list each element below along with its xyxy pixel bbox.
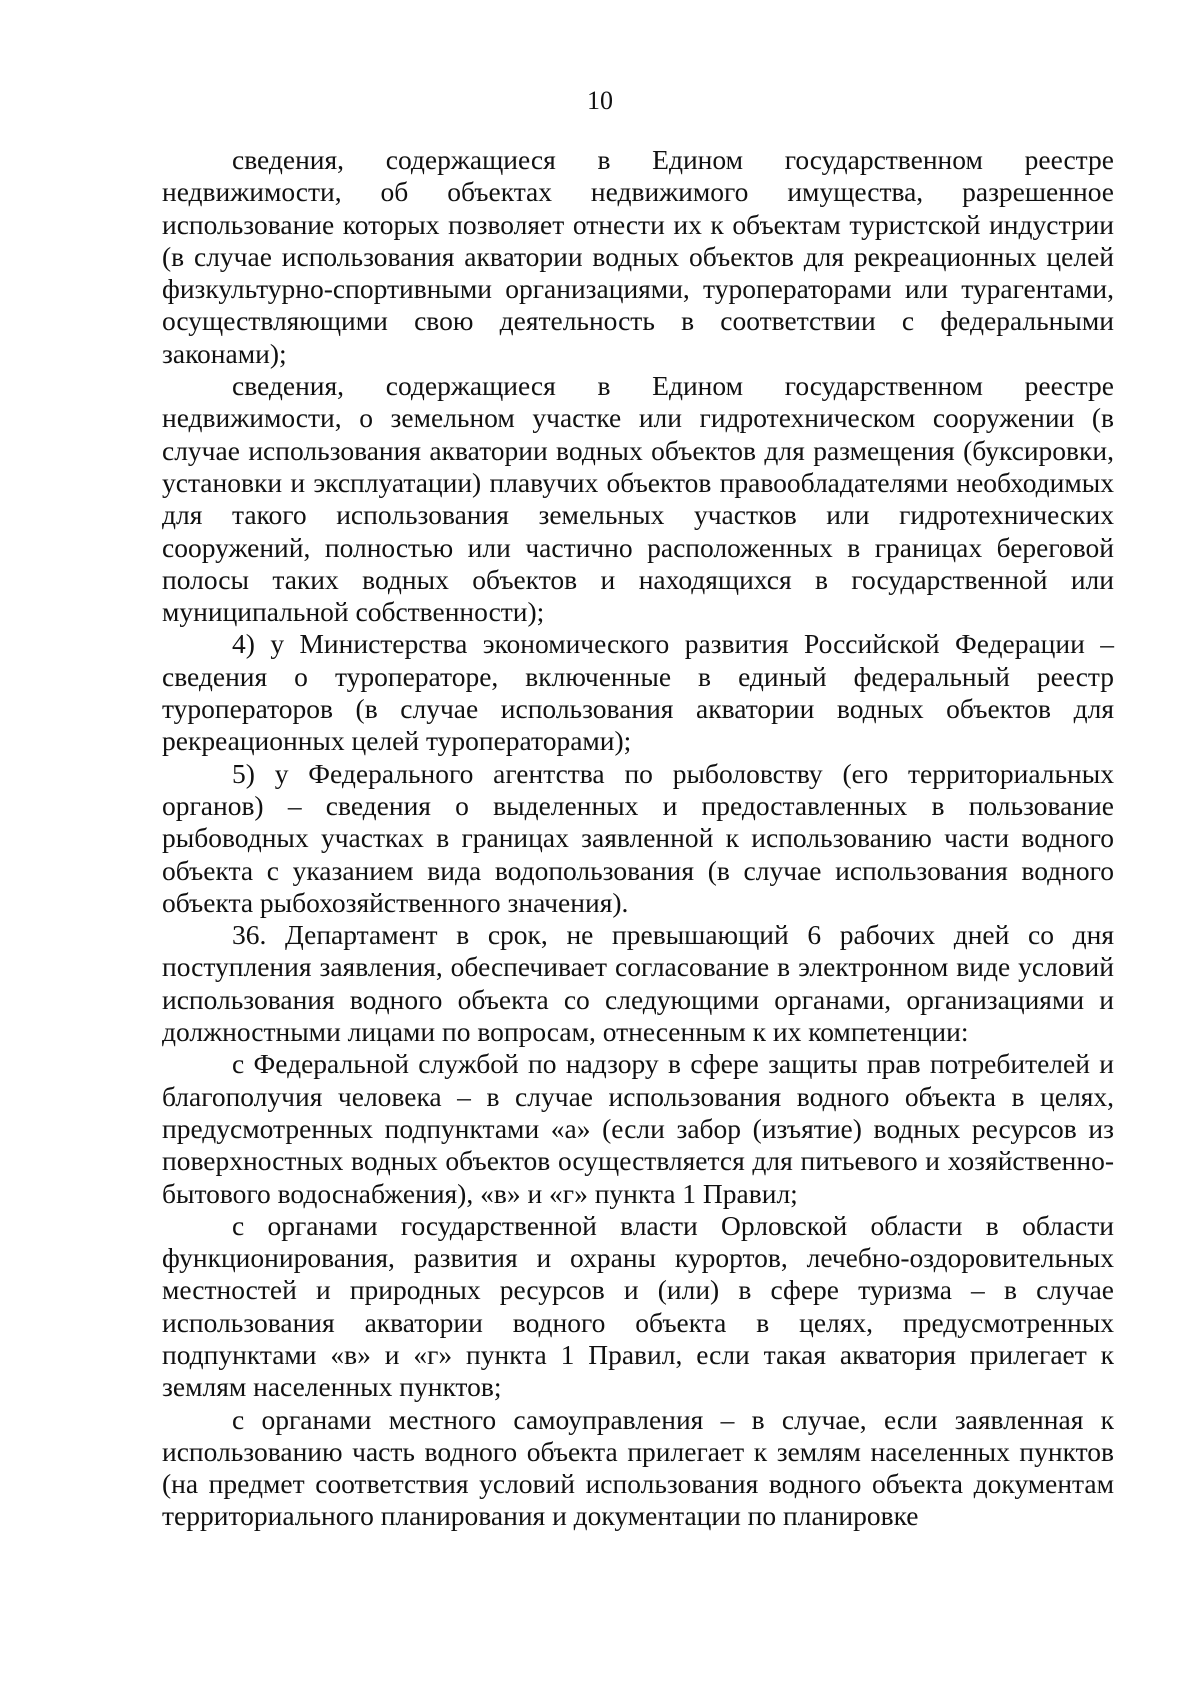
paragraph-36-department: 36. Департамент в срок, не превышающий 6 рабочих дней со дня поступления заявления, обеспечивает согласование в электронном виде условий использования водного объекта со следующими органами, организациями и должностными лицами по вопросам, отнесенным к их компетенции: — [162, 919, 1114, 1048]
page-number: 10 — [587, 86, 613, 115]
paragraph-local-self-government: с органами местного самоуправления – в случае, если заявленная к использованию часть водного объекта прилегает к землям населенных пунктов (на предмет соответствия условий использования водного объекта документам территориального планирования и документации по планировке — [162, 1403, 1114, 1532]
document-body — [162, 144, 1114, 1533]
paragraph-oryol-region-authorities: с органами государственной власти Орловской области в области функционирования, развития и охраны курортов, лечебно-оздоровительных местностей и природных ресурсов и (или) в сфере туризма – в случае использования акватории водного объекта в целях, предусмотренных подпунктами «в» и «г» пункта 1 Правил, если такая акватория прилегает к землям населенных пунктов; — [162, 1209, 1114, 1403]
paragraph-egrn-tourism-objects: сведения, содержащиеся в Едином государственном реестре недвижимости, об объектах недвижимого имущества, разрешенное использование которых позволяет отнести их к объектам туристской индустрии (в случае использования акватории водных объектов для рекреационных целей физкультурно-спортивными организациями, туроператорами или турагентами, осуществляющими свою деятельность в соответствии с федеральными законами); — [162, 144, 1114, 369]
paragraph-consumer-service: с Федеральной службой по надзору в сфере защиты прав потребителей и благополучия человека – в случае использования водного объекта в целях, предусмотренных подпунктами «а» (если забор (изъятие) водных ресурсов из поверхностных водных объектов осуществляется для питьевого и хозяйственно-бытового водоснабжения), «в» и «г» пункта 1 Правил; — [162, 1048, 1114, 1209]
paragraph-egrn-land-plot: сведения, содержащиеся в Едином государственном реестре недвижимости, о земельном участке или гидротехническом сооружении (в случае использования акватории водных объектов для размещения (буксировки, установки и эксплуатации) плавучих объектов правообладателями необходимых для такого использования земельных участков или гидротехнических сооружений, полностью или частично расположенных в границах береговой полосы таких водных объектов и находящихся в государственной или муниципальной собственности); — [162, 370, 1114, 628]
paragraph-item-4-ministry: 4) у Министерства экономического развития Российской Федерации – сведения о туроператоре, включенные в единый федеральный реестр туроператоров (в случае использования акватории водных объектов для рекреационных целей туроператорами); — [162, 628, 1114, 757]
paragraph-item-5-fishery-agency: 5) у Федерального агентства по рыболовству (его территориальных органов) – сведения о выделенных и предоставленных в пользование рыбоводных участках в границах заявленной к использованию части водного объекта с указанием вида водопользования (в случае использования водного объекта рыбохозяйственного значения). — [162, 757, 1114, 918]
